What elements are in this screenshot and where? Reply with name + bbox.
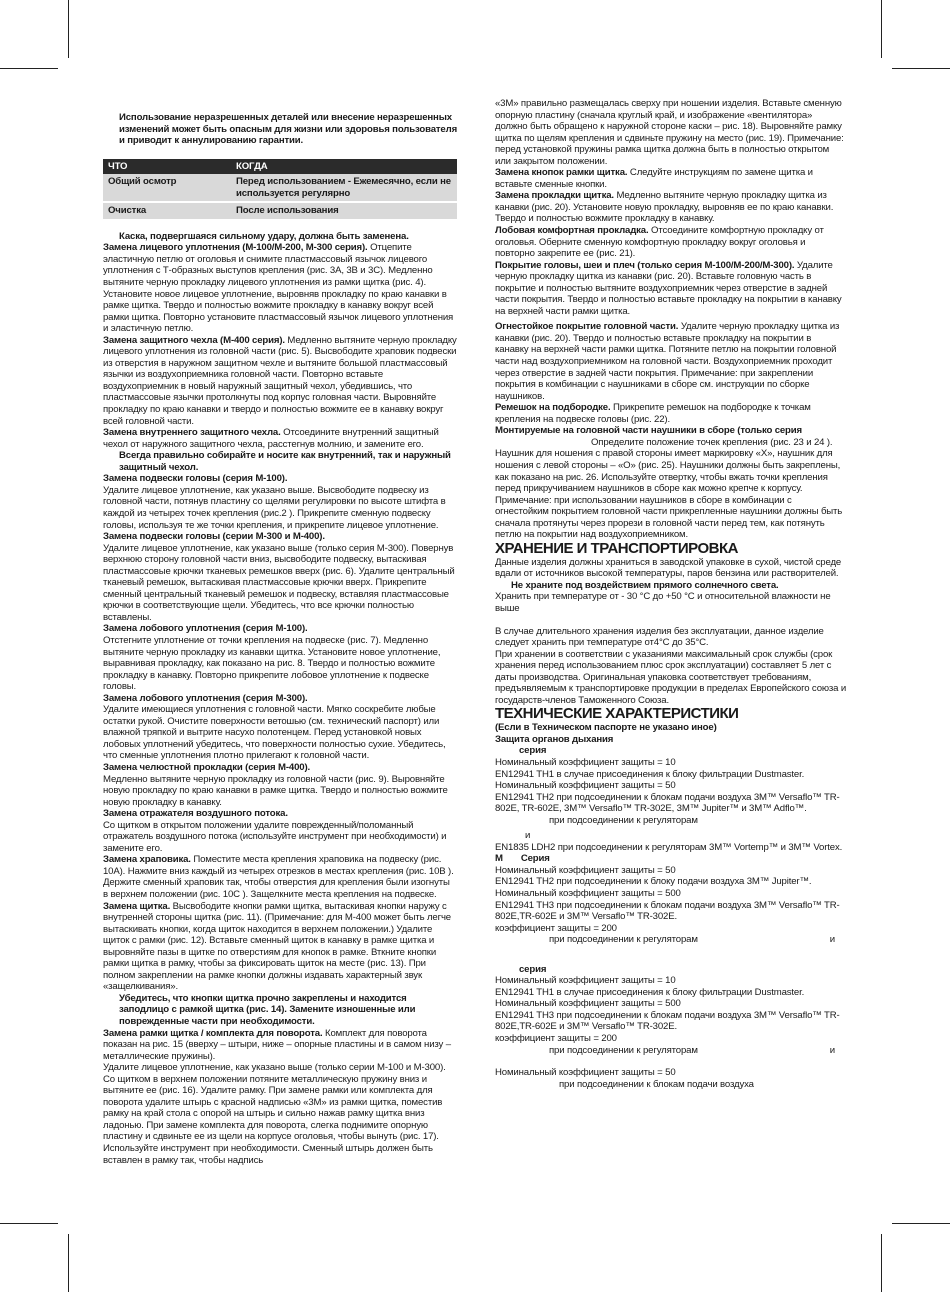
- crop-mark: [881, 0, 882, 58]
- spec-line: EN12941 TH2 при подсоединении к блокам подачи воздуха 3M™ Versaflo™ TR-802E, TR-602E, 3M™ Versaflo™ TR-302E, 3M™ Jupiter™ и 3M™ Adflo™.: [495, 791, 840, 815]
- heading: Замена кнопок рамки щитка.: [495, 167, 628, 179]
- impact-warning: Каска, подвергшаяся сильному удару, должна быть заменена.: [119, 230, 409, 242]
- spec-line: EN1835 LDH2 при подсоединении к регуляторам 3M™ Vortemp™ и 3M™ Vortex.: [495, 841, 843, 853]
- series-label: серия: [519, 963, 547, 975]
- shroud-warning: Всегда правильно собирайте и носите как внутренний, так и наружный защитный чехол.: [119, 450, 451, 473]
- table-cell-what: Общий осмотр: [103, 174, 231, 201]
- spec-line: Номинальный коэффициент защиты = 50: [495, 780, 676, 792]
- paragraph-headband-m100: Замена подвески головы (серия М-100). Удалите лицевое уплотнение, как указано выше. Высвободите подвеску из головной части, потянув пластину со щелями регулировки по высоте штифта в каждой из четырех точек крепления (рис.2 ). Прикрепите сменную подвеску головы, используя те же точки крепления, и прикрепите лицевое уплотнение.: [103, 473, 446, 531]
- crop-mark: [68, 0, 69, 58]
- storage-text: Данные изделия должны храниться в заводской упаковке в сухой, чистой среде вдали от источников высокой температуры, паров бензина или растворителей.: [495, 556, 842, 580]
- table-row: [103, 203, 457, 219]
- paragraph-chin-seal: Замена челюстной прокладки (серия М-400). Медленно вытяните черную прокладку из головной части (рис. 9). Выровняйте новую прокладку по краю канавки в рамке щитка. Твердо и полностью вожмите новую прокладку в канавку.: [103, 761, 448, 808]
- series-label: серия: [519, 745, 547, 757]
- spec-line: при подсоединении к регуляторам и: [549, 1044, 835, 1056]
- spec-line: коэффициент защиты = 200: [495, 1033, 617, 1045]
- table-row: [103, 174, 457, 201]
- spec-line: EN12941 TH2 при подсоединении к блоку подачи воздуха 3M™ Jupiter™.: [495, 876, 812, 888]
- paragraph-visor: Замена щитка. Высвободите кнопки рамки щитка, вытаскивая кнопки наружу с внутренней стороны щитка (рис. 11). (Примечание: для М-400 может быть легче вытаскивать кнопки, когда щиток находится в верхнем положении.) Удалите щиток с рамки (рис. 12). Вставьте сменный щиток в канавку в рамке щитка и выровняйте пазы в щитке по отверстиям для кнопок в рамке. Вткните кнопки рамки щитка в рамку, чтобы за фиксировать щиток на месте (рис. 13). При полном закреплении на рамке кнопки должны издавать характерный звук «защелкивания».: [103, 900, 451, 993]
- heading: Покрытие головы, шеи и плеч (только серия М-100/М-200/М-300).: [495, 259, 795, 271]
- heading: Огнестойкое покрытие головной части.: [495, 321, 679, 333]
- spec-line: при подсоединении к блокам подачи воздуха: [559, 1078, 754, 1090]
- heading: Замена прокладки щитка.: [495, 190, 614, 202]
- spec-line: EN12941 TH3 при подсоединении к блокам подачи воздуха 3M™ Versaflo™ TR-802E,TR-602E и 3M™ Versaflo™ TR-302E.: [495, 899, 840, 923]
- heading: Замена щитка.: [103, 900, 171, 912]
- paragraph-headband-m300: Замена подвески головы (серии М-300 и М-400). Удалите лицевое уплотнение, как указано выше (только серия М-300). Повернув верхнюю сторону головной части вниз, высвободите подвеску, вытаскивая пластмассовые крючки тканевых ремешков вверх (рис. 6). Удалите центральный тканевый ремешок, вытаскивая пластмассовые крючки вверх. Прикрепите сменный центральный тканевый ремешок и подвеску, вставляя пластмассовые крючки в соответствующие щели. Убедитесь, что все крючки полностью вставлены.: [103, 531, 455, 623]
- heading: Замена лобового уплотнения (серия М-300).: [103, 692, 308, 704]
- tech-heading: ТЕХНИЧЕСКИЕ ХАРАКТЕРИСТИКИ: [495, 705, 739, 723]
- storage-shelf-life: При хранении в соответствии с указаниями максимальный срок службы (срок хранения перед использованием плюс срок эксплуатации) составляет 5 лет с даты производства. Оригинальная упаковка соответствует требованиям, предъявляемым к транспортировке продукции в пределах Европейского союза и государств-членов Таможенного Союза.: [495, 648, 847, 706]
- paragraph-visor-gasket: Замена прокладки щитка. Медленно вытяните черную прокладку щитка из канавки (рис. 20). Установите новую прокладку, выровняв ее по краю канавки. Твердо и полностью вожмите прокладку в канавку.: [495, 190, 834, 225]
- crop-mark: [881, 1234, 882, 1292]
- heading: Замена защитного чехла (М-400 серия).: [103, 334, 285, 346]
- paragraph-fr-cover: Огнестойкое покрытие головной части. Удалите черную прокладку щитка из канавки (рис. 20). Твердо и полностью вставьте прокладку на покрытии в канавку на верхней части рамки щитка. Потяните петлю на покрытии головной части над воздухоприемником на головной части. Воздухоприемник проходит через отверстие в задней части покрытия. Примечание: при закреплении покрытия в комбинации с наушниками в сборе см. инструкции по сборке наушников.: [495, 321, 840, 402]
- heading: Замена храповика.: [103, 854, 191, 866]
- spec-line: при подсоединении к регуляторам: [549, 814, 698, 826]
- heading: Замена подвески головы (серии М-300 и М-400).: [103, 531, 325, 543]
- spec-line: Номинальный коэффициент защиты = 500: [495, 888, 681, 899]
- visor-warning: Убедитесь, что кнопки щитка прочно закреплены и находится заподлицо с рамкой щитка (рис. 14). Замените изношенные или поврежденные части при необходимости.: [119, 992, 416, 1028]
- crop-mark: [892, 68, 950, 69]
- crop-mark: [0, 68, 58, 69]
- series-label: М Серия: [495, 853, 550, 865]
- table-cell-what: Очистка: [103, 203, 231, 219]
- spec-line: Номинальный коэффициент защиты = 50: [495, 1067, 676, 1079]
- table-cell-when: Перед использованием - Ежемесячно, если не используется регулярно: [231, 174, 457, 201]
- heading: Ремешок на подбородке.: [495, 402, 611, 414]
- spec-line: Номинальный коэффициент защиты = 10: [495, 975, 676, 987]
- paragraph-face-seal: Замена лицевого уплотнения (М-100/М-200, М-300 серия). Отцепите эластичную петлю от оголовья и снимите пластмассовый язычок лицевого уплотнения с Т-образных выступов крепления (рис. 3А, 3В и 3С). Медленно вытяните черную прокладку лицевого уплотнения из рамки щитка (рис. 4). Установите новое лицевое уплотнение, выровняв прокладку по краю канавки в рамке щитка. Твердо и полностью вожмите прокладку в канавку вокруг всей рамки щитка. Повторно установите пластмассовый язычок лицевого уплотнения и эластичную петлю.: [103, 242, 454, 335]
- intro-warning: Использование неразрешенных деталей или внесение неразрешенных изменений может быть опасным для жизни или здоровья пользователя и приводит к аннулированию гарантии.: [119, 112, 458, 147]
- paragraph-comfort-pad: Лобовая комфортная прокладка. Отсоедините комфортную прокладку от оголовья. Оберните сменную комфортную прокладку вокруг оголовья и повторно закрепите ее (рис. 21).: [495, 225, 824, 260]
- spec-line: EN12941 TH3 при подсоединении к блокам подачи воздуха 3M™ Versaflo™ TR-802E,TR-602E и 3M™ Versaflo™ TR-302E.: [495, 1009, 840, 1033]
- heading: Замена лицевого уплотнения (М-100/М-200, М-300 серия).: [103, 242, 368, 254]
- paragraph-earmuffs-note: Примечание: при использовании наушников в сборе в комбинации с огнестойким покрытием головной части прикрепленные наушники должны быть сначала протянуты через прорези в головной части перед тем, как потянуть петлю на покрытии над воздухоприемником.: [495, 494, 843, 541]
- spec-line: Номинальный коэффициент защиты = 50: [495, 864, 676, 876]
- paragraph-browseal-m300: Замена лобового уплотнения (серия М-300). Удалите имеющиеся уплотнения с головной части. Мягко соскребите любые остатки рукой. Очистите поверхности ветошью (см. технический паспорт) или влажной тряпкой и вытрите насухо полотенцем. Перед установкой новых лобовых уплотнений убедитесь, что поверхности полностью сухие. Убедитесь, что сменные уплотнения плотно прилегают к головной части.: [103, 692, 446, 762]
- tech-note: (Если в Техническом паспорте не указано иное): [495, 722, 717, 734]
- spec-line: EN12941 TH1 в случае присоединения к блоку фильтрации Dustmaster.: [495, 768, 805, 780]
- heading: Монтируемые на головной части наушники в сборе (только серия: [495, 425, 802, 437]
- paragraph-head-cover: Покрытие головы, шеи и плеч (только серия М-100/М-200/М-300). Удалите черную прокладку щитка из канавки (рис. 20). Вставьте головную часть в покрытие и полностью вытяните воздухоприемник через отверстие в задней части покрытия. Твердо и полностью вставьте прокладку на покрытии в канавку на верхней части рамки щитка.: [495, 259, 842, 317]
- storage-long-term: В случае длительного хранения изделия без эксплуатации, данное изделие следует хранить при температуре от4°С до 35°С.: [495, 625, 824, 649]
- crop-mark: [892, 1223, 950, 1224]
- paragraph-visor-frame-cont: Удалите лицевое уплотнение, как указано выше (только серии М-100 и М-300). Со щитком в верхнем положении потяните металлическую пружину вниз и вытяните ее (рис. 16). Удалите рамку. При замене рамки или комплекта для поворота удалите штырь с красной надписью «3М» из рамки щитка, поместив рамку на край стола с опорой на штырь и сильно нажав рамку щитка вниз ладонью. При замене комплекта для поворота, слегка поднимите опорную пластину и сдвиньте ее из щели на корпусе оголовья, чтобы вынуть (рис. 17). Используйте инструмент при необходимости. Сменный штырь должен быть вставлен в рамку так, чтобы надпись: [103, 1062, 446, 1166]
- storage-heading: ХРАНЕНИЕ И ТРАНСПОРТИРОВКА: [495, 539, 738, 557]
- crop-mark: [68, 1234, 69, 1292]
- heading: Лобовая комфортная прокладка.: [495, 225, 649, 237]
- paragraph-visor-frame: Замена рамки щитка / комплекта для поворота. Комплект для поворота показан на рис. 15 (вверху – штыри, ниже – опорные пластины и в самом низу – металлические пружины).: [103, 1027, 451, 1062]
- paragraph-earmuffs-title: [495, 425, 847, 437]
- spec-line: коэффициент защиты = 200: [495, 922, 617, 934]
- table-header-what: ЧТО: [103, 159, 231, 175]
- paragraph-visor-buttons: Замена кнопок рамки щитка. Следуйте инструкциям по замене щитка и вставьте сменные кнопки.: [495, 167, 813, 190]
- spec-line: Номинальный коэффициент защиты = 10: [495, 756, 676, 768]
- paragraph-outer-shroud: Замена защитного чехла (М-400 серия). Медленно вытяните черную прокладку лицевого уплотнения из головной части (рис. 5). Высвободите храповик подвески из отверстия в наружном защитном чехле и вытяните большой пластмассовый язычки из воздухоприемника головной части. Повторно вставьте воздухоприемник в новый наружный защитный чехол, убедившись, что пластмассовые язычки протолкнуты под корпус головная части. Выровняйте прокладку по краю канавки и твердо и полностью вожмите ее в канавку вокруг всей головной части.: [103, 334, 457, 427]
- heading: Замена внутреннего защитного чехла.: [103, 427, 281, 439]
- table-cell-when: После использования: [231, 203, 457, 219]
- right-column: [495, 98, 847, 1090]
- tech-subheading: Защита органов дыхания: [495, 733, 614, 745]
- paragraph-deflector: Замена отражателя воздушного потока. Со щитком в открытом положении удалите поврежденный/поломанный отражатель воздушного потока (используйте инструмент при необходимости) и замените его.: [103, 808, 447, 854]
- paragraph-earmuffs-points: Определите положение точек крепления (рис. 23 и 24 ).: [591, 436, 833, 448]
- paragraph-inner-shroud: Замена внутреннего защитного чехла. Отсоедините внутренний защитный чехол от наружного защитного чехла, расстегнув молнию, и замените его.: [103, 427, 439, 450]
- storage-warning: Не храните под воздействием прямого солнечного света.: [511, 579, 779, 591]
- heading: Замена челюстной прокладки (серия М-400).: [103, 761, 311, 773]
- spec-line: EN12941 TH1 в случае присоединения к блоку фильтрации Dustmaster.: [495, 986, 805, 998]
- heading: Замена подвески головы (серия М-100).: [103, 473, 288, 485]
- heading: Замена лобового уплотнения (серия М-100).: [103, 623, 308, 635]
- heading: Замена рамки щитка / комплекта для поворота.: [103, 1027, 323, 1039]
- maintenance-table: [103, 159, 457, 219]
- heading: Замена отражателя воздушного потока.: [103, 808, 288, 820]
- spec-line: и: [525, 830, 531, 842]
- spec-line: при подсоединении к регуляторам и: [549, 934, 835, 946]
- left-column: [103, 104, 457, 1166]
- paragraph-browseal-m100: Замена лобового уплотнения (серия М-100). Отстегните уплотнение от точки крепления на подвеске (рис. 7). Медленно вытяните черную прокладку из канавки щитка. Установите новое уплотнение, выравнивая прокладку, как показано на рис. 8. Твердо и полностью вожмите прокладку в канавку. Повторно прикрепите лобовое уплотнение к подвеске головы.: [103, 623, 441, 693]
- storage-temp: Хранить при температуре от - 30 °С до +50 °С и относительной влажности не выше: [495, 591, 831, 614]
- crop-mark: [0, 1223, 58, 1224]
- spec-line: Номинальный коэффициент защиты = 500: [495, 998, 681, 1010]
- paragraph-ratchet: Замена храповика. Поместите места крепления храповика на подвеску (рис. 10А). Нажмите вниз каждый из четырех отрезков в местах крепления (рис. 10В ). Держите сменный храповик так, чтобы отверстия для крепления были изогнуты в верхнем положении (рис. 10С ). Защелкните места крепления на подвеске.: [103, 854, 454, 900]
- table-header-when: КОГДА: [231, 159, 457, 175]
- paragraph-chin-strap: Ремешок на подбородке. Прикрепите ремешок на подбородке к точкам крепления на подвеске головы (рис. 22).: [495, 402, 811, 425]
- paragraph-pivot-cont: «3М» правильно размещалась сверху при ношении изделия. Вставьте сменную опорную пластину (сначала круглый край, и изображение «вентилятора» должно быть обращено к наружной стороне каски – рис. 18). Выровняйте рамку щитка по щелям крепления и сдвиньте пружину на место (рис. 19). Примечание: перед установкой пружины рамка щитка должна быть в полностью открытом или закрытом положении.: [495, 98, 844, 167]
- paragraph-earmuffs: Наушник для ношения с правой стороны имеет маркировку «Х», наушник для ношения с левой стороны – «О» (рис. 25). Наушники должны быть закреплены, как показано на рис. 26. Используйте отвертку, чтобы вжать точки крепления перед прикручиванием наушников в сборе как можно крепче к корпусу.: [495, 448, 841, 495]
